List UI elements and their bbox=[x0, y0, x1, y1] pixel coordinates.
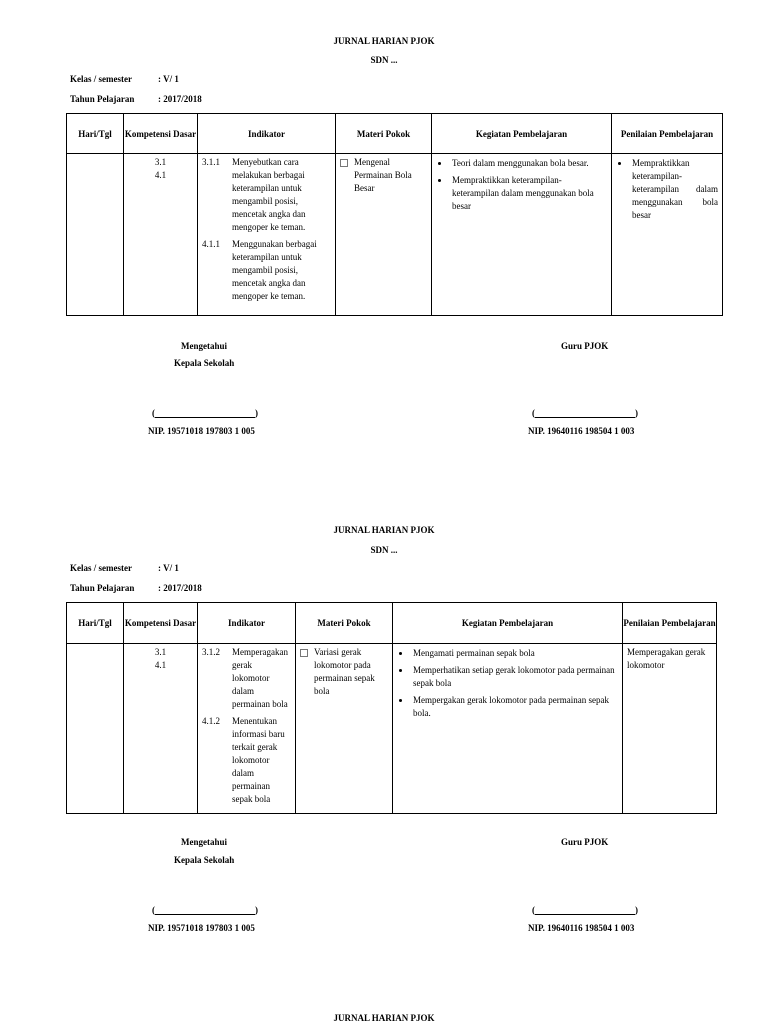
nip-kepala: NIP. 19571018 197803 1 005 bbox=[148, 923, 255, 933]
kegiatan-text: Mengamati permainan sepak bola bbox=[413, 648, 535, 658]
header-kegiatan: Kegiatan Pembelajaran bbox=[393, 603, 623, 644]
indikator-number: 4.1.2 bbox=[202, 716, 220, 726]
header-kd: Kompetensi Dasar bbox=[124, 114, 198, 154]
checkbox-square-icon bbox=[300, 649, 308, 657]
kegiatan-list bbox=[432, 154, 611, 213]
indikator-text: Menentukan informasi baru terkait gerak lokomotor dalam permainan sepak bola bbox=[232, 716, 285, 804]
indikator-text: Menyebutkan cara melakukan berbagai keterampilan untuk mengambil posisi, mencetak angka dan mengoper ke teman. bbox=[232, 157, 306, 232]
tahun-row bbox=[70, 94, 202, 104]
tahun-label: Tahun Pelajaran bbox=[70, 94, 135, 104]
header-materi: Materi Pokok bbox=[336, 114, 432, 154]
kd-item: 3.1 bbox=[154, 647, 167, 657]
bullet-icon bbox=[438, 162, 441, 165]
journal-title: JURNAL HARIAN PJOK bbox=[333, 525, 435, 535]
cell-kegiatan bbox=[432, 154, 612, 316]
materi-text: Variasi gerak lokomotor pada permainan sepak bola bbox=[314, 647, 375, 696]
indikator-text: Menggunakan berbagai keterampilan untuk mengambil posisi, mencetak angka dan mengoper ke teman. bbox=[232, 239, 317, 301]
indikator-number: 4.1.1 bbox=[202, 239, 220, 249]
journal-title: JURNAL HARIAN PJOK bbox=[333, 36, 435, 46]
kelas-row bbox=[70, 74, 179, 84]
kd-item: 4.1 bbox=[154, 170, 167, 180]
bullet-icon bbox=[438, 179, 441, 182]
kegiatan-list bbox=[393, 644, 622, 720]
list-item bbox=[397, 664, 618, 690]
indikator-number: 3.1.1 bbox=[202, 157, 220, 167]
nip-guru: NIP. 19640116 198504 1 003 bbox=[528, 426, 635, 436]
guru-label: Guru PJOK bbox=[561, 837, 609, 847]
cell-kd bbox=[124, 644, 198, 814]
school-name: SDN ... bbox=[370, 55, 398, 65]
mengetahui-label: Mengetahui bbox=[181, 837, 227, 847]
bullet-icon bbox=[399, 699, 402, 702]
kelas-label: Kelas / semester bbox=[70, 563, 132, 573]
signature-line-kepala: ( ) bbox=[152, 905, 258, 915]
kelas-value: : V/ 1 bbox=[158, 563, 179, 573]
nip-kepala: NIP. 19571018 197803 1 005 bbox=[148, 426, 255, 436]
tahun-label: Tahun Pelajaran bbox=[70, 583, 135, 593]
header-indikator: Indikator bbox=[198, 603, 296, 644]
cell-kd bbox=[124, 154, 198, 316]
kegiatan-text: Memperhatikan setiap gerak lokomotor pada permainan sepak bola bbox=[413, 665, 615, 688]
kelas-label: Kelas / semester bbox=[70, 74, 132, 84]
indikator-item bbox=[202, 238, 335, 303]
cell-hari bbox=[67, 644, 124, 814]
kepala-sekolah-label: Kepala Sekolah bbox=[174, 855, 235, 865]
list-item bbox=[616, 157, 718, 222]
cell-penilaian bbox=[623, 644, 717, 814]
header-kegiatan: Kegiatan Pembelajaran bbox=[432, 114, 612, 154]
cell-materi bbox=[336, 154, 432, 316]
header-penilaian: Penilaian Pembelajaran bbox=[623, 603, 717, 644]
signature-line-guru: ( ) bbox=[532, 408, 638, 418]
kelas-row bbox=[70, 563, 179, 573]
kegiatan-text: Mempraktikkan keterampilan-keterampilan dalam menggunakan bola besar bbox=[452, 175, 594, 211]
cell-materi bbox=[296, 644, 393, 814]
cell-kegiatan bbox=[393, 644, 623, 814]
cell-indikator bbox=[198, 644, 296, 814]
list-item bbox=[436, 157, 607, 170]
signature-line-guru: ( ) bbox=[532, 905, 638, 915]
header-hari: Hari/Tgl bbox=[67, 603, 124, 644]
nip-guru: NIP. 19640116 198504 1 003 bbox=[528, 923, 635, 933]
penilaian-text: Mempraktikkan keterampilan-keterampilan dalam menggunakan bola besar bbox=[632, 158, 718, 220]
bullet-icon bbox=[399, 652, 402, 655]
journal-table bbox=[66, 113, 723, 316]
materi-item bbox=[296, 644, 392, 698]
header-kd: Kompetensi Dasar bbox=[124, 603, 198, 644]
kd-item: 4.1 bbox=[154, 660, 167, 670]
bullet-icon bbox=[399, 669, 402, 672]
checkbox-square-icon bbox=[340, 159, 348, 167]
kegiatan-text: Mempergakan gerak lokomotor pada permainan sepak bola. bbox=[413, 695, 610, 718]
school-name: SDN ... bbox=[370, 545, 398, 555]
materi-item bbox=[336, 154, 431, 195]
header-indikator: Indikator bbox=[198, 114, 336, 154]
cell-hari bbox=[67, 154, 124, 316]
tahun-value: : 2017/2018 bbox=[158, 583, 202, 593]
list-item bbox=[436, 174, 607, 213]
kegiatan-text: Teori dalam menggunakan bola besar. bbox=[452, 158, 589, 168]
guru-label: Guru PJOK bbox=[561, 341, 609, 351]
tahun-value: : 2017/2018 bbox=[158, 94, 202, 104]
list-item bbox=[397, 694, 618, 720]
penilaian-text: Memperagakan gerak lokomotor bbox=[627, 647, 706, 670]
header-hari: Hari/Tgl bbox=[67, 114, 124, 154]
indikator-item bbox=[202, 156, 335, 234]
indikator-item bbox=[202, 715, 295, 806]
cell-penilaian bbox=[612, 154, 723, 316]
indikator-number: 3.1.2 bbox=[202, 647, 220, 657]
kd-item: 3.1 bbox=[154, 157, 167, 167]
cell-indikator bbox=[198, 154, 336, 316]
penilaian-list bbox=[612, 154, 722, 222]
signature-line-kepala: ( ) bbox=[152, 408, 258, 418]
list-item bbox=[397, 647, 618, 660]
indikator-item bbox=[202, 646, 295, 711]
journal-title: JURNAL HARIAN PJOK bbox=[333, 1013, 435, 1023]
kelas-value: : V/ 1 bbox=[158, 74, 179, 84]
materi-text: Mengenal Permainan Bola Besar bbox=[354, 157, 412, 193]
mengetahui-label: Mengetahui bbox=[181, 341, 227, 351]
indikator-text: Memperagakan gerak lokomotor dalam permainan bola bbox=[232, 647, 288, 709]
tahun-row bbox=[70, 583, 202, 593]
header-penilaian: Penilaian Pembelajaran bbox=[612, 114, 723, 154]
kepala-sekolah-label: Kepala Sekolah bbox=[174, 358, 235, 368]
bullet-icon bbox=[618, 162, 621, 165]
journal-table bbox=[66, 602, 717, 814]
header-materi: Materi Pokok bbox=[296, 603, 393, 644]
